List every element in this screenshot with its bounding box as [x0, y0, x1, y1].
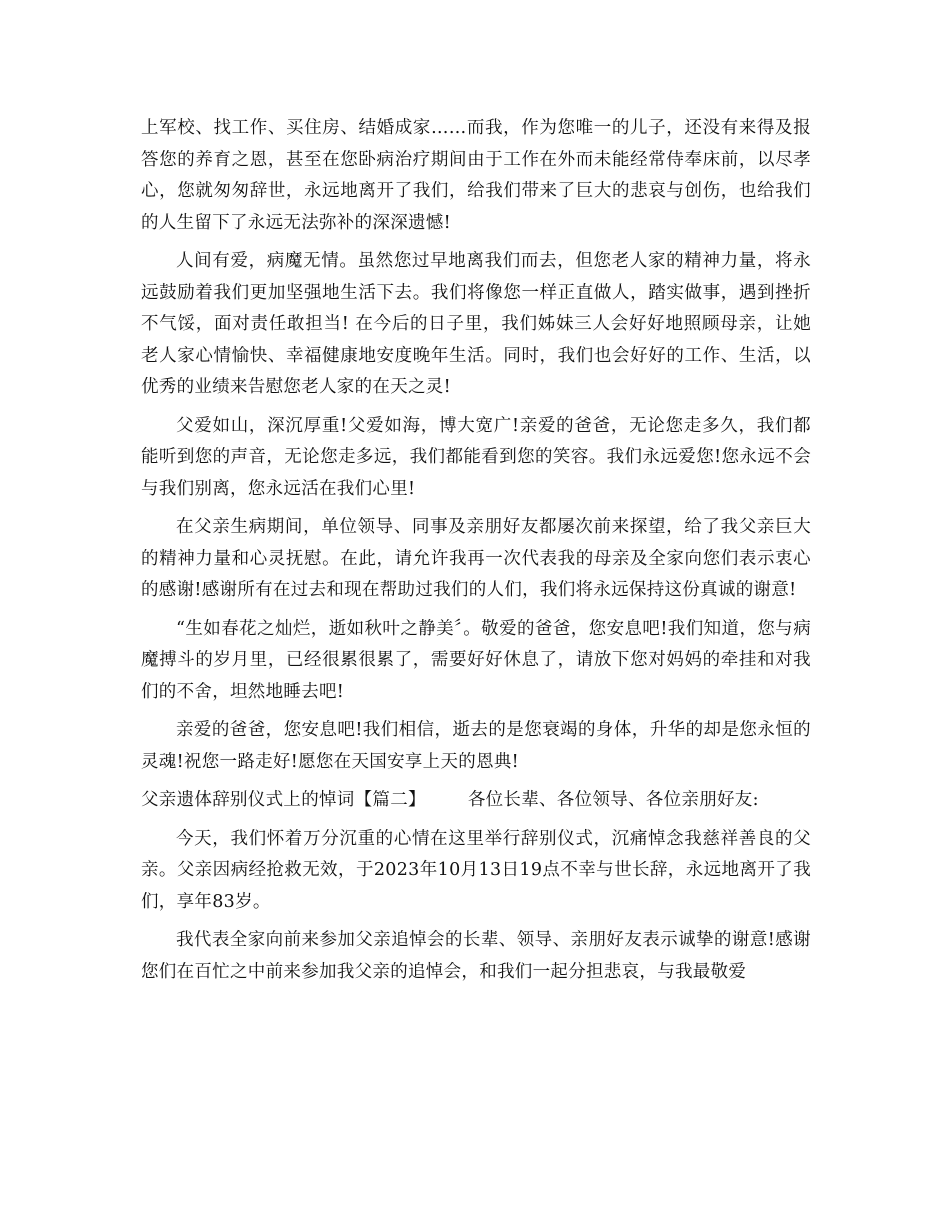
section-title: 父亲遗体辞别仪式上的悼词【篇二】	[141, 790, 426, 810]
paragraph-7: 今天，我们怀着万分沉重的心情在这里举行辞别仪式，沉痛悼念我慈祥善良的父亲。父亲因病经抢救无效，于2023年10月13日19点不幸与世长辞，永远地离开了我们，享年83岁。	[141, 828, 811, 912]
paragraph-8: 我代表全家向前来参加父亲追悼会的长辈、领导、亲朋好友表示诚挚的谢意!感谢您们在百忙之中前来参加我父亲的追悼会，和我们一起分担悲哀，与我最敬爱	[141, 930, 811, 982]
paragraph-4: 在父亲生病期间，单位领导、同事及亲朋好友都屡次前来探望，给了我父亲巨大的精神力量和心灵抚慰。在此，请允许我再一次代表我的母亲及全家向您们表示衷心的感谢!感谢所有在过去和现在帮助过我们的人们，我们将永远保持这份真诚的谢意!	[141, 517, 811, 600]
paragraph-1: 上军校、找工作、买住房、结婚成家……而我，作为您唯一的儿子，还没有来得及报答您的养育之恩，甚至在您卧病治疗期间由于工作在外而未能经常侍奉床前，以尽孝心，您就匆匆辞世，永远地离开了我们，给我们带来了巨大的悲哀与创伤，也给我们的人生留下了永远无法弥补的深深遗憾!	[141, 118, 811, 233]
paragraph-3: 父爱如山，深沉厚重!父爱如海，博大宽广!亲爱的爸爸，无论您走多久，我们都能听到您的声音，无论您走多远，我们都能看到您的笑容。我们永远爱您!您永远不会与我们别离，您永远活在我们心里!	[141, 415, 811, 499]
salutation: 各位长辈、各位领导、各位亲朋好友:	[467, 790, 759, 810]
paragraph-2: 人间有爱，病魔无情。虽然您过早地离我们而去，但您老人家的精神力量，将永远鼓励着我们更加坚强地生活下去。我们将像您一样正直做人，踏实做事，遇到挫折不气馁，面对责任敢担当! 在今后的日子里，我们姊妹三人会好好地照顾母亲，让她老人家心情愉快、幸福健康地安度晚年生活。同时，我们也会好好的工作、生活，以优秀的业绩来告慰您老人家的在天之灵!	[141, 251, 811, 397]
paragraph-6: 亲爱的爸爸，您安息吧!我们相信，逝去的是您衰竭的身体，升华的却是您永恒的灵魂!祝您一路走好!愿您在天国安享上天的恩典!	[141, 720, 811, 772]
document-body	[141, 113, 811, 995]
section-heading-line	[141, 785, 811, 817]
paragraph-5: “生如春花之灿烂，逝如秋叶之静美〞。敬爱的爸爸，您安息吧!我们知道，您与病魔搏斗的岁月里，已经很累很累了，需要好好休息了，请放下您对妈妈的牵挂和对我们的不舍，坦然地睡去吧!	[141, 618, 811, 702]
